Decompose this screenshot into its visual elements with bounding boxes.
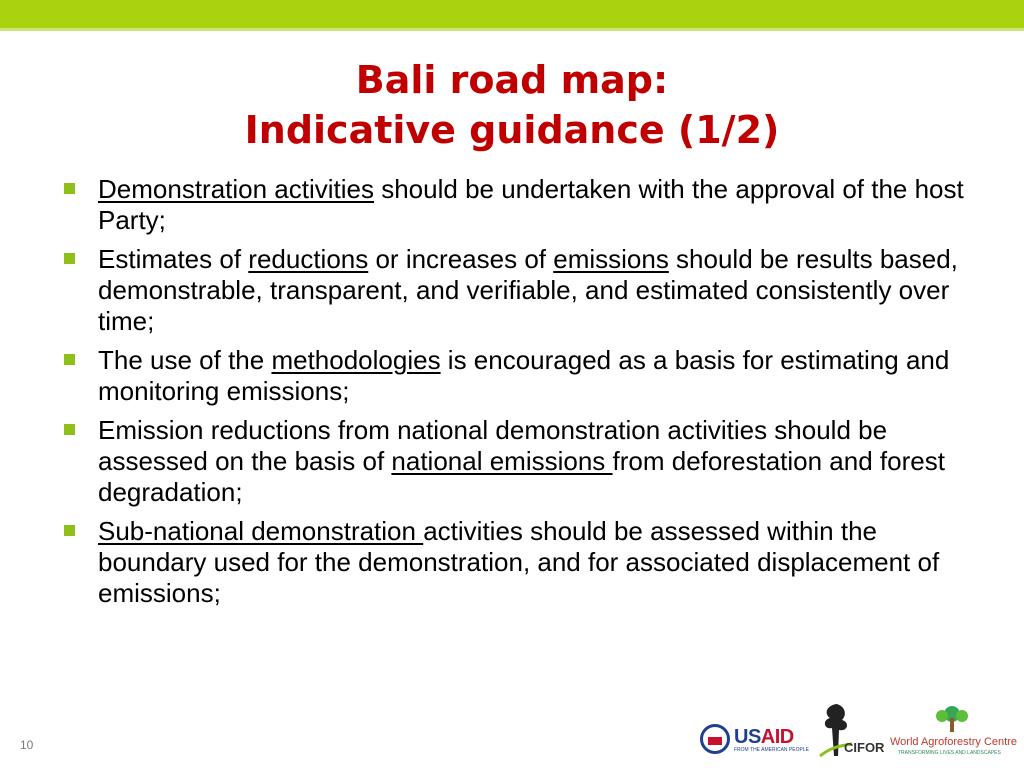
icraf-tree-icon: [932, 704, 972, 734]
underlined-term: methodologies: [271, 345, 441, 375]
icraf-text: World Agroforestry Centre: [890, 736, 1017, 748]
bullet-text: from deforestation and forest degradation;: [98, 446, 945, 507]
underlined-term: emissions: [553, 244, 669, 274]
bullet-text: Emission reductions from national demonstration activities should be assessed on the basis of: [98, 415, 888, 476]
logo-strip: [700, 700, 1016, 760]
bullet-text: Estimates of: [98, 244, 249, 274]
underlined-term: Demonstration activities: [98, 174, 374, 204]
bullet-square-icon: [64, 183, 75, 194]
bullet-text: should be results based, demonstrable, transparent, and verifiable, and estimated consistently over time;: [98, 244, 958, 336]
bullet-text: or increases of: [368, 244, 554, 274]
usaid-logo-us: US: [734, 726, 761, 748]
bullet-item: [58, 345, 978, 407]
bullet-square-icon: [64, 525, 75, 536]
top-accent-line: [0, 28, 1024, 31]
slide-title: [0, 55, 1024, 155]
usaid-logo: [734, 726, 794, 749]
bullet-item: [58, 174, 978, 236]
bullet-item: [58, 516, 978, 609]
bullet-square-icon: [64, 253, 75, 264]
slide-title-line-2: Indicative guidance (1/2): [244, 108, 780, 152]
icraf-tagline: TRANSFORMING LIVES AND LANDSCAPES: [898, 750, 1001, 756]
bullet-item: [58, 415, 978, 508]
bullet-text: activities should be assessed within the boundary used for the demonstration, and for associated displacement of emissions;: [98, 516, 940, 608]
underlined-term: national emissions: [391, 446, 613, 476]
usaid-tagline: FROM THE AMERICAN PEOPLE: [734, 747, 809, 753]
usaid-logo-aid: AID: [760, 726, 794, 748]
underlined-term: reductions: [248, 244, 369, 274]
bullet-text: is encouraged as a basis for estimating and monitoring emissions;: [98, 345, 950, 406]
bullet-item: [58, 244, 978, 337]
bullet-square-icon: [64, 354, 75, 365]
bullet-text: should be undertaken with the approval of the host Party;: [98, 174, 964, 235]
bullet-text: The use of the: [98, 345, 272, 375]
icraf-logo: [890, 704, 1016, 760]
usaid-seal-icon: [700, 724, 730, 754]
cifor-text: CIFOR: [844, 740, 885, 755]
underlined-term: Sub-national demonstration: [98, 516, 424, 546]
page-number: 10: [20, 738, 34, 752]
bullet-square-icon: [64, 424, 75, 435]
bullet-list: [58, 174, 978, 617]
cifor-logo: [816, 700, 886, 760]
slide-title-line-1: Bali road map:: [355, 58, 669, 102]
top-accent-band: [0, 0, 1024, 28]
